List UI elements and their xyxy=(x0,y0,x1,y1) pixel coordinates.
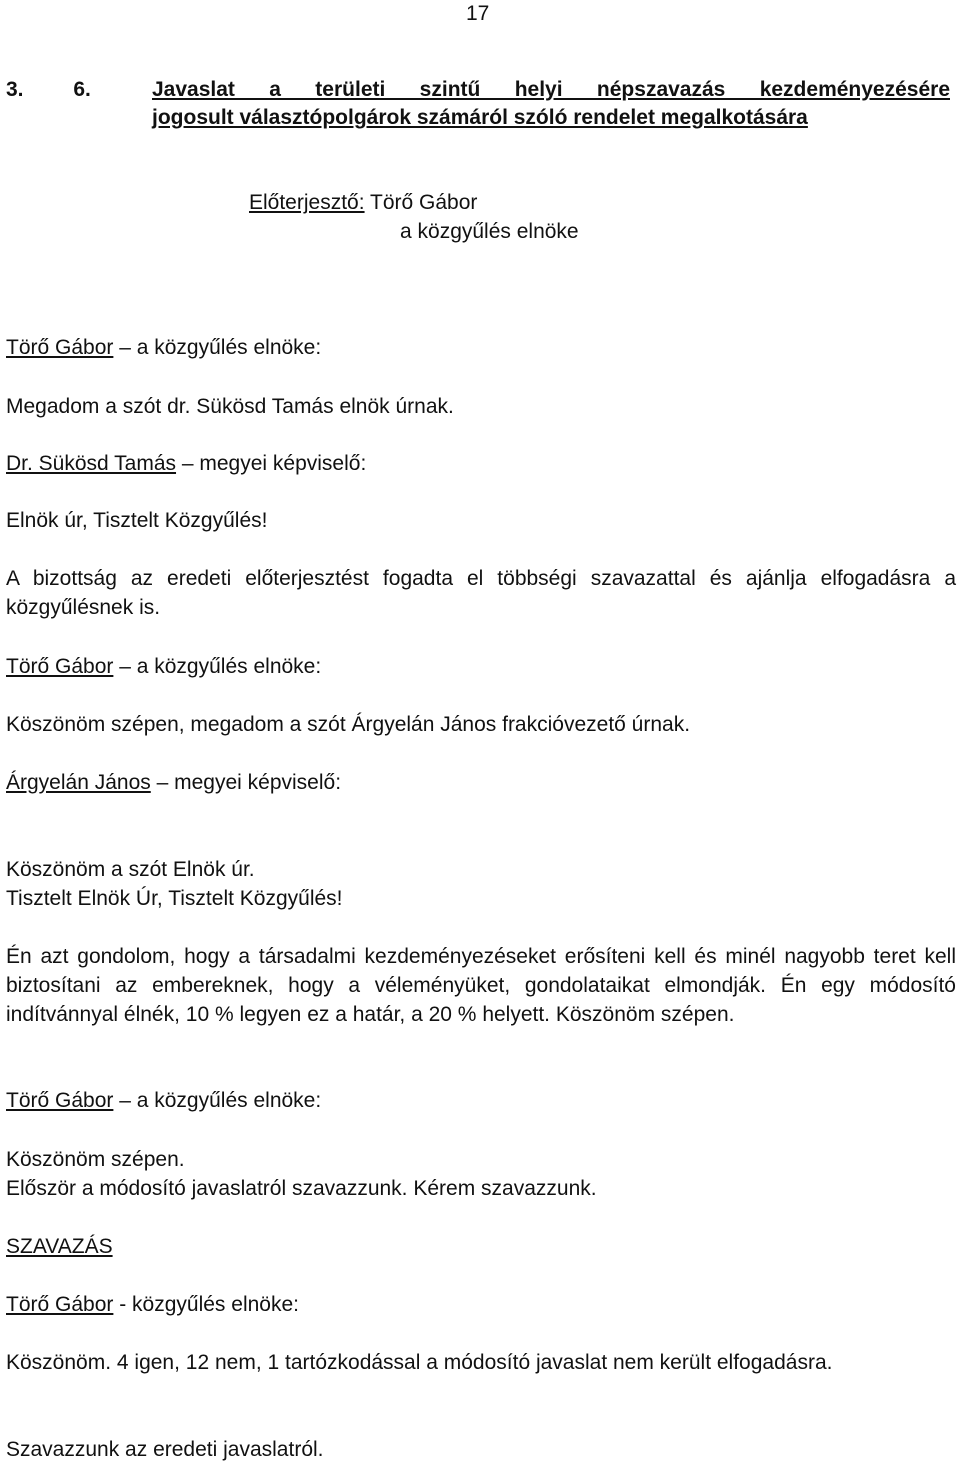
speech-text: Köszönöm szépen, megadom a szót Árgyelán János frakcióvezető úrnak. xyxy=(6,713,691,736)
speaker-role: – megyei képviselő: xyxy=(176,452,367,475)
speaker-name: Törő Gábor xyxy=(6,336,114,359)
speech-text: A bizottság az eredeti előterjesztést fogadta el többségi szavazattal és ajánlja elfogadásra a közgyűlésnek is. xyxy=(6,567,956,619)
speech-text: Szavazzunk az eredeti javaslatról. xyxy=(6,1438,324,1461)
speech-text: Köszönöm. 4 igen, 12 nem, 1 tartózkodással a módosító javaslat nem került elfogadásra. xyxy=(6,1351,833,1374)
speaker-name: Törő Gábor xyxy=(6,1089,114,1112)
speaker-name: Árgyelán János xyxy=(6,771,151,794)
speaker-line xyxy=(6,1290,956,1319)
speaker-line xyxy=(6,333,956,362)
speaker-role: – a közgyűlés elnöke: xyxy=(113,336,322,359)
speaker-name: Törő Gábor xyxy=(6,655,114,678)
speaker-line xyxy=(6,768,956,797)
speech-text: Tisztelt Elnök Úr, Tisztelt Közgyűlés! xyxy=(6,887,343,910)
speaker-name: Dr. Sükösd Tamás xyxy=(6,452,177,475)
speech-text: Köszönöm szépen. xyxy=(6,1148,185,1171)
presenter-role: a közgyűlés elnöke xyxy=(400,220,579,243)
speech-text: Megadom a szót dr. Sükösd Tamás elnök úrnak. xyxy=(6,395,454,418)
speech-text: Először a módosító javaslatról szavazzunk. Kérem szavazzunk. xyxy=(6,1177,597,1200)
speaker-line xyxy=(6,1086,956,1115)
agenda-heading xyxy=(6,76,956,132)
speaker-role: – a közgyűlés elnöke: xyxy=(113,1089,322,1112)
presenter-block xyxy=(249,188,579,246)
agenda-title-line1: Javaslat a területi szintű helyi népszavazás kezdeményezésére xyxy=(152,78,950,101)
page-number: 17 xyxy=(466,2,490,25)
presenter-label: Előterjesztő: xyxy=(249,191,365,214)
speaker-line xyxy=(6,652,956,681)
speaker-line xyxy=(6,449,956,478)
speech-text: Köszönöm a szót Elnök úr. xyxy=(6,858,255,881)
agenda-number: 3. 6. xyxy=(6,78,91,101)
speaker-role: – megyei képviselő: xyxy=(150,771,342,794)
speaker-role: – a közgyűlés elnöke: xyxy=(113,655,322,678)
speech-text: Én azt gondolom, hogy a társadalmi kezdeményezéseket erősíteni kell és minél nagyobb teret kell biztosítani az embereknek, hogy a véleményüket, gondolataikat elmondják. Én egy módosító indítvánnyal élnék, 10 % legyen ez a határ, a 20 % helyett. Köszönöm szépen. xyxy=(6,945,956,1026)
speaker-name: Törő Gábor xyxy=(6,1293,114,1316)
voting-heading: SZAVAZÁS xyxy=(6,1235,113,1258)
presenter-name: Törő Gábor xyxy=(370,191,478,214)
agenda-title-line2: jogosult választópolgárok számáról szóló rendelet megalkotására xyxy=(152,106,808,129)
speech-text: Elnök úr, Tisztelt Közgyűlés! xyxy=(6,509,268,532)
speaker-role: - közgyűlés elnöke: xyxy=(113,1293,299,1316)
